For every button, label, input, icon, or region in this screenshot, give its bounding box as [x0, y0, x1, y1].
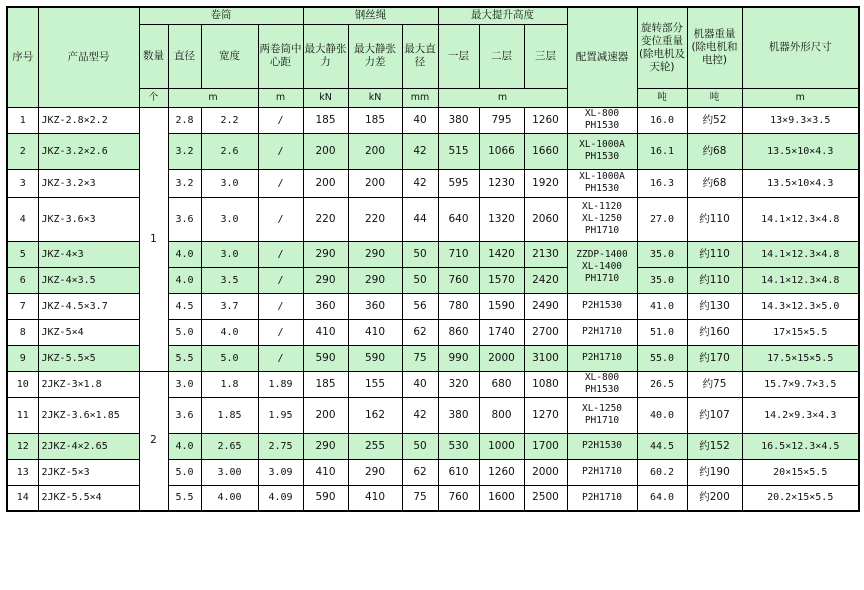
machine-dimensions: 13.5×10×4.3: [742, 169, 859, 197]
product-model: JKZ-2.8×2.2: [38, 107, 139, 133]
rotating-part-weight: 60.2: [637, 459, 687, 485]
hoist-height-layer3: 1260: [524, 107, 567, 133]
drum-width: 2.6: [201, 133, 258, 169]
max-static-tension-diff: 155: [348, 371, 402, 397]
machine-dimensions: 14.1×12.3×4.8: [742, 197, 859, 241]
reducer-config: [567, 107, 637, 133]
product-model: 2JKZ-5×3: [38, 459, 139, 485]
drum-diameter: 3.0: [168, 371, 201, 397]
hoist-height-layer2: 2000: [479, 345, 524, 371]
hoist-height-layer3: 2130: [524, 241, 567, 267]
machine-weight: 约152: [687, 433, 742, 459]
product-model: JKZ-3.2×2.6: [38, 133, 139, 169]
max-static-tension-diff: 162: [348, 397, 402, 433]
table-row: [7, 319, 859, 345]
max-rope-diameter: 44: [402, 197, 438, 241]
table-row: [7, 133, 859, 169]
reducer-model: P2H1530: [581, 440, 623, 451]
header-model: 产品型号: [38, 7, 139, 107]
drum-diameter: 5.5: [168, 345, 201, 371]
max-static-tension: 200: [303, 397, 348, 433]
drum-center-distance: /: [258, 107, 303, 133]
drum-center-distance: /: [258, 293, 303, 319]
drum-diameter: 4.0: [168, 433, 201, 459]
reducer-config: [567, 485, 637, 511]
reducer-model: PH1530: [584, 151, 620, 162]
reducer-model: P2H1710: [581, 352, 623, 363]
machine-weight: 约110: [687, 267, 742, 293]
header-row-1: [7, 7, 859, 24]
machine-dimensions: 17.5×15×5.5: [742, 345, 859, 371]
machine-weight: 约170: [687, 345, 742, 371]
machine-dimensions: 13.5×10×4.3: [742, 133, 859, 169]
drum-center-distance: 3.09: [258, 459, 303, 485]
drum-diameter: 4.0: [168, 241, 201, 267]
hoist-height-layer3: 1270: [524, 397, 567, 433]
reducer-model: PH1710: [584, 415, 620, 426]
drum-width: 3.00: [201, 459, 258, 485]
unit-tension: kN: [303, 88, 348, 107]
unit-rot-weight: 吨: [637, 88, 687, 107]
hoist-height-layer2: 1000: [479, 433, 524, 459]
max-rope-diameter: 56: [402, 293, 438, 319]
table-row: [7, 459, 859, 485]
hoist-height-layer3: 2420: [524, 267, 567, 293]
row-number: 1: [7, 107, 38, 133]
max-static-tension: 290: [303, 267, 348, 293]
drum-diameter: 5.0: [168, 459, 201, 485]
header-reducer: 配置减速器: [567, 7, 637, 107]
drum-width: 1.8: [201, 371, 258, 397]
row-number: 3: [7, 169, 38, 197]
reducer-model: ZZDP-1400: [576, 249, 628, 260]
rotating-part-weight: 16.3: [637, 169, 687, 197]
max-static-tension: 200: [303, 169, 348, 197]
max-rope-diameter: 42: [402, 397, 438, 433]
hoist-height-layer3: 2060: [524, 197, 567, 241]
drum-center-distance: /: [258, 345, 303, 371]
hoist-height-layer1: 610: [438, 459, 479, 485]
reducer-config: [567, 293, 637, 319]
row-number: 12: [7, 433, 38, 459]
drum-width: 3.7: [201, 293, 258, 319]
table-row: [7, 293, 859, 319]
drum-center-distance: /: [258, 169, 303, 197]
max-static-tension: 185: [303, 371, 348, 397]
header-dims: 机器外形尺寸: [742, 7, 859, 88]
reducer-config: [567, 459, 637, 485]
unit-center-dist: m: [258, 88, 303, 107]
header-rot-weight: 旋转部分变位重量(除电机及天轮): [637, 7, 687, 88]
reducer-model: P2H1530: [581, 300, 623, 311]
reducer-model: PH1530: [584, 384, 620, 395]
drum-diameter: 3.6: [168, 197, 201, 241]
hoist-height-layer1: 640: [438, 197, 479, 241]
max-static-tension-diff: 290: [348, 241, 402, 267]
header-drum: 卷筒: [139, 7, 303, 24]
hoist-height-layer2: 800: [479, 397, 524, 433]
max-rope-diameter: 42: [402, 133, 438, 169]
header-layer2: 二层: [479, 24, 524, 88]
hoist-height-layer1: 710: [438, 241, 479, 267]
hoist-height-layer3: 1080: [524, 371, 567, 397]
product-model: JKZ-5.5×5: [38, 345, 139, 371]
header-max-static-tension: 最大静张力: [303, 24, 348, 88]
reducer-config: [567, 241, 637, 293]
max-static-tension-diff: 290: [348, 459, 402, 485]
max-static-tension-diff: 290: [348, 267, 402, 293]
max-static-tension: 185: [303, 107, 348, 133]
hoist-height-layer2: 795: [479, 107, 524, 133]
drum-center-distance: 2.75: [258, 433, 303, 459]
table-row: [7, 107, 859, 133]
max-rope-diameter: 40: [402, 371, 438, 397]
row-number: 13: [7, 459, 38, 485]
reducer-config: [567, 133, 637, 169]
reducer-model: PH1530: [584, 120, 620, 131]
machine-weight: 约190: [687, 459, 742, 485]
unit-count: 个: [139, 88, 168, 107]
max-static-tension: 290: [303, 241, 348, 267]
drum-width: 2.65: [201, 433, 258, 459]
machine-dimensions: 14.2×9.3×4.3: [742, 397, 859, 433]
table-row: [7, 169, 859, 197]
hoist-spec-table: [6, 6, 860, 512]
max-static-tension: 410: [303, 459, 348, 485]
hoist-height-layer2: 1260: [479, 459, 524, 485]
table-row: [7, 267, 859, 293]
drum-center-distance: 1.95: [258, 397, 303, 433]
hoist-height-layer2: 680: [479, 371, 524, 397]
hoist-height-layer2: 1066: [479, 133, 524, 169]
max-rope-diameter: 50: [402, 433, 438, 459]
hoist-height-layer1: 320: [438, 371, 479, 397]
rotating-part-weight: 40.0: [637, 397, 687, 433]
machine-weight: 约68: [687, 133, 742, 169]
hoist-height-layer2: 1600: [479, 485, 524, 511]
product-model: 2JKZ-3.6×1.85: [38, 397, 139, 433]
product-model: 2JKZ-5.5×4: [38, 485, 139, 511]
reducer-model: XL-800: [584, 108, 620, 119]
reducer-model: PH1530: [584, 183, 620, 194]
hoist-height-layer1: 780: [438, 293, 479, 319]
max-rope-diameter: 75: [402, 485, 438, 511]
table-row: [7, 433, 859, 459]
reducer-model: XL-1250: [581, 213, 623, 224]
row-number: 7: [7, 293, 38, 319]
machine-weight: 约52: [687, 107, 742, 133]
machine-dimensions: 13×9.3×3.5: [742, 107, 859, 133]
reducer-config: [567, 197, 637, 241]
reducer-model: XL-1250: [581, 403, 623, 414]
drum-diameter: 3.6: [168, 397, 201, 433]
max-static-tension: 590: [303, 345, 348, 371]
header-layer3: 三层: [524, 24, 567, 88]
hoist-height-layer1: 595: [438, 169, 479, 197]
row-number: 5: [7, 241, 38, 267]
unit-dims: m: [742, 88, 859, 107]
header-layer1: 一层: [438, 24, 479, 88]
reducer-config: [567, 345, 637, 371]
max-static-tension-diff: 360: [348, 293, 402, 319]
drum-width: 5.0: [201, 345, 258, 371]
hoist-height-layer2: 1320: [479, 197, 524, 241]
max-static-tension: 290: [303, 433, 348, 459]
drum-center-distance: /: [258, 133, 303, 169]
machine-weight: 约130: [687, 293, 742, 319]
hoist-height-layer1: 760: [438, 267, 479, 293]
product-model: 2JKZ-3×1.8: [38, 371, 139, 397]
max-rope-diameter: 62: [402, 459, 438, 485]
row-number: 2: [7, 133, 38, 169]
max-rope-diameter: 75: [402, 345, 438, 371]
unit-drum-dim: m: [168, 88, 258, 107]
max-static-tension-diff: 410: [348, 319, 402, 345]
hoist-height-layer1: 515: [438, 133, 479, 169]
header-diameter: 直径: [168, 24, 201, 88]
rotating-part-weight: 35.0: [637, 241, 687, 267]
hoist-height-layer3: 2000: [524, 459, 567, 485]
table-row: [7, 371, 859, 397]
row-number: 4: [7, 197, 38, 241]
unit-machine-weight: 吨: [687, 88, 742, 107]
unit-tension-diff: kN: [348, 88, 402, 107]
max-static-tension: 360: [303, 293, 348, 319]
max-static-tension-diff: 590: [348, 345, 402, 371]
drum-diameter: 5.5: [168, 485, 201, 511]
product-model: JKZ-3.2×3: [38, 169, 139, 197]
hoist-height-layer3: 2700: [524, 319, 567, 345]
row-number: 8: [7, 319, 38, 345]
max-rope-diameter: 42: [402, 169, 438, 197]
drum-diameter: 3.2: [168, 169, 201, 197]
drum-width: 3.0: [201, 197, 258, 241]
rotating-part-weight: 16.1: [637, 133, 687, 169]
row-number: 14: [7, 485, 38, 511]
max-static-tension: 590: [303, 485, 348, 511]
header-center-dist: 两卷筒中心距: [258, 24, 303, 88]
product-model: 2JKZ-4×2.65: [38, 433, 139, 459]
reducer-model: XL-1120: [581, 201, 623, 212]
hoist-height-layer2: 1570: [479, 267, 524, 293]
drum-width: 2.2: [201, 107, 258, 133]
hoist-height-layer3: 1700: [524, 433, 567, 459]
hoist-height-layer3: 1660: [524, 133, 567, 169]
rotating-part-weight: 44.5: [637, 433, 687, 459]
row-number: 6: [7, 267, 38, 293]
rotating-part-weight: 64.0: [637, 485, 687, 511]
hoist-height-layer1: 860: [438, 319, 479, 345]
max-rope-diameter: 50: [402, 267, 438, 293]
drum-diameter: 2.8: [168, 107, 201, 133]
row-number: 10: [7, 371, 38, 397]
rotating-part-weight: 51.0: [637, 319, 687, 345]
table-row: [7, 397, 859, 433]
drum-center-distance: /: [258, 197, 303, 241]
machine-weight: 约75: [687, 371, 742, 397]
rotating-part-weight: 41.0: [637, 293, 687, 319]
reducer-model: XL-800: [584, 372, 620, 383]
unit-rope-dia: mm: [402, 88, 438, 107]
max-rope-diameter: 40: [402, 107, 438, 133]
reducer-config: [567, 433, 637, 459]
drum-width: 4.0: [201, 319, 258, 345]
max-rope-diameter: 50: [402, 241, 438, 267]
drum-diameter: 4.5: [168, 293, 201, 319]
table-row: [7, 197, 859, 241]
hoist-height-layer1: 990: [438, 345, 479, 371]
reducer-config: [567, 397, 637, 433]
machine-dimensions: 17×15×5.5: [742, 319, 859, 345]
hoist-height-layer2: 1740: [479, 319, 524, 345]
reducer-model: PH1710: [584, 225, 620, 236]
hoist-height-layer2: 1230: [479, 169, 524, 197]
max-static-tension-diff: 220: [348, 197, 402, 241]
machine-weight: 约110: [687, 197, 742, 241]
rotating-part-weight: 27.0: [637, 197, 687, 241]
drum-width: 3.5: [201, 267, 258, 293]
reducer-model: PH1710: [584, 273, 620, 284]
header-max-static-diff: 最大静张力差: [348, 24, 402, 88]
machine-weight: 约110: [687, 241, 742, 267]
reducer-model: XL-1000A: [579, 171, 625, 182]
machine-weight: 约160: [687, 319, 742, 345]
hoist-height-layer3: 2490: [524, 293, 567, 319]
reducer-config: [567, 371, 637, 397]
rotating-part-weight: 35.0: [637, 267, 687, 293]
header-max-diameter: 最大直径: [402, 24, 438, 88]
drum-count: 1: [139, 107, 168, 371]
drum-center-distance: /: [258, 241, 303, 267]
drum-width: 3.0: [201, 169, 258, 197]
header-seq: 序号: [7, 7, 38, 107]
machine-weight: 约68: [687, 169, 742, 197]
max-rope-diameter: 62: [402, 319, 438, 345]
drum-center-distance: /: [258, 319, 303, 345]
product-model: JKZ-5×4: [38, 319, 139, 345]
rotating-part-weight: 55.0: [637, 345, 687, 371]
reducer-config: [567, 319, 637, 345]
header-count: 数量: [139, 24, 168, 88]
max-static-tension: 220: [303, 197, 348, 241]
rotating-part-weight: 16.0: [637, 107, 687, 133]
hoist-height-layer1: 760: [438, 485, 479, 511]
reducer-model: P2H1710: [581, 466, 623, 477]
drum-diameter: 4.0: [168, 267, 201, 293]
header-rope: 钢丝绳: [303, 7, 438, 24]
machine-weight: 约107: [687, 397, 742, 433]
drum-center-distance: /: [258, 267, 303, 293]
hoist-height-layer1: 380: [438, 397, 479, 433]
row-number: 11: [7, 397, 38, 433]
max-static-tension-diff: 200: [348, 133, 402, 169]
drum-count: 2: [139, 371, 168, 511]
max-static-tension-diff: 200: [348, 169, 402, 197]
drum-center-distance: 4.09: [258, 485, 303, 511]
hoist-height-layer2: 1420: [479, 241, 524, 267]
hoist-height-layer3: 3100: [524, 345, 567, 371]
machine-dimensions: 20.2×15×5.5: [742, 485, 859, 511]
hoist-height-layer1: 380: [438, 107, 479, 133]
machine-weight: 约200: [687, 485, 742, 511]
max-static-tension-diff: 410: [348, 485, 402, 511]
reducer-model: XL-1400: [581, 261, 623, 272]
product-model: JKZ-4.5×3.7: [38, 293, 139, 319]
max-static-tension: 410: [303, 319, 348, 345]
product-model: JKZ-4×3: [38, 241, 139, 267]
table-row: [7, 485, 859, 511]
header-machine-weight: 机器重量(除电机和电控): [687, 7, 742, 88]
hoist-height-layer3: 2500: [524, 485, 567, 511]
drum-diameter: 3.2: [168, 133, 201, 169]
machine-dimensions: 14.1×12.3×4.8: [742, 267, 859, 293]
max-static-tension-diff: 255: [348, 433, 402, 459]
product-model: JKZ-4×3.5: [38, 267, 139, 293]
row-number: 9: [7, 345, 38, 371]
product-model: JKZ-3.6×3: [38, 197, 139, 241]
reducer-model: P2H1710: [581, 326, 623, 337]
header-width: 宽度: [201, 24, 258, 88]
table-row: [7, 345, 859, 371]
drum-diameter: 5.0: [168, 319, 201, 345]
unit-height: m: [438, 88, 567, 107]
drum-width: 3.0: [201, 241, 258, 267]
drum-center-distance: 1.89: [258, 371, 303, 397]
reducer-model: P2H1710: [581, 491, 623, 503]
drum-width: 1.85: [201, 397, 258, 433]
rotating-part-weight: 26.5: [637, 371, 687, 397]
machine-dimensions: 16.5×12.3×4.5: [742, 433, 859, 459]
reducer-config: [567, 169, 637, 197]
header-hoist-height: 最大提升高度: [438, 7, 567, 24]
max-static-tension: 200: [303, 133, 348, 169]
reducer-model: XL-1000A: [579, 139, 625, 150]
machine-dimensions: 14.3×12.3×5.0: [742, 293, 859, 319]
machine-dimensions: 14.1×12.3×4.8: [742, 241, 859, 267]
table-row: [7, 241, 859, 267]
machine-dimensions: 20×15×5.5: [742, 459, 859, 485]
machine-dimensions: 15.7×9.7×3.5: [742, 371, 859, 397]
drum-width: 4.00: [201, 485, 258, 511]
hoist-height-layer3: 1920: [524, 169, 567, 197]
hoist-height-layer1: 530: [438, 433, 479, 459]
max-static-tension-diff: 185: [348, 107, 402, 133]
hoist-height-layer2: 1590: [479, 293, 524, 319]
